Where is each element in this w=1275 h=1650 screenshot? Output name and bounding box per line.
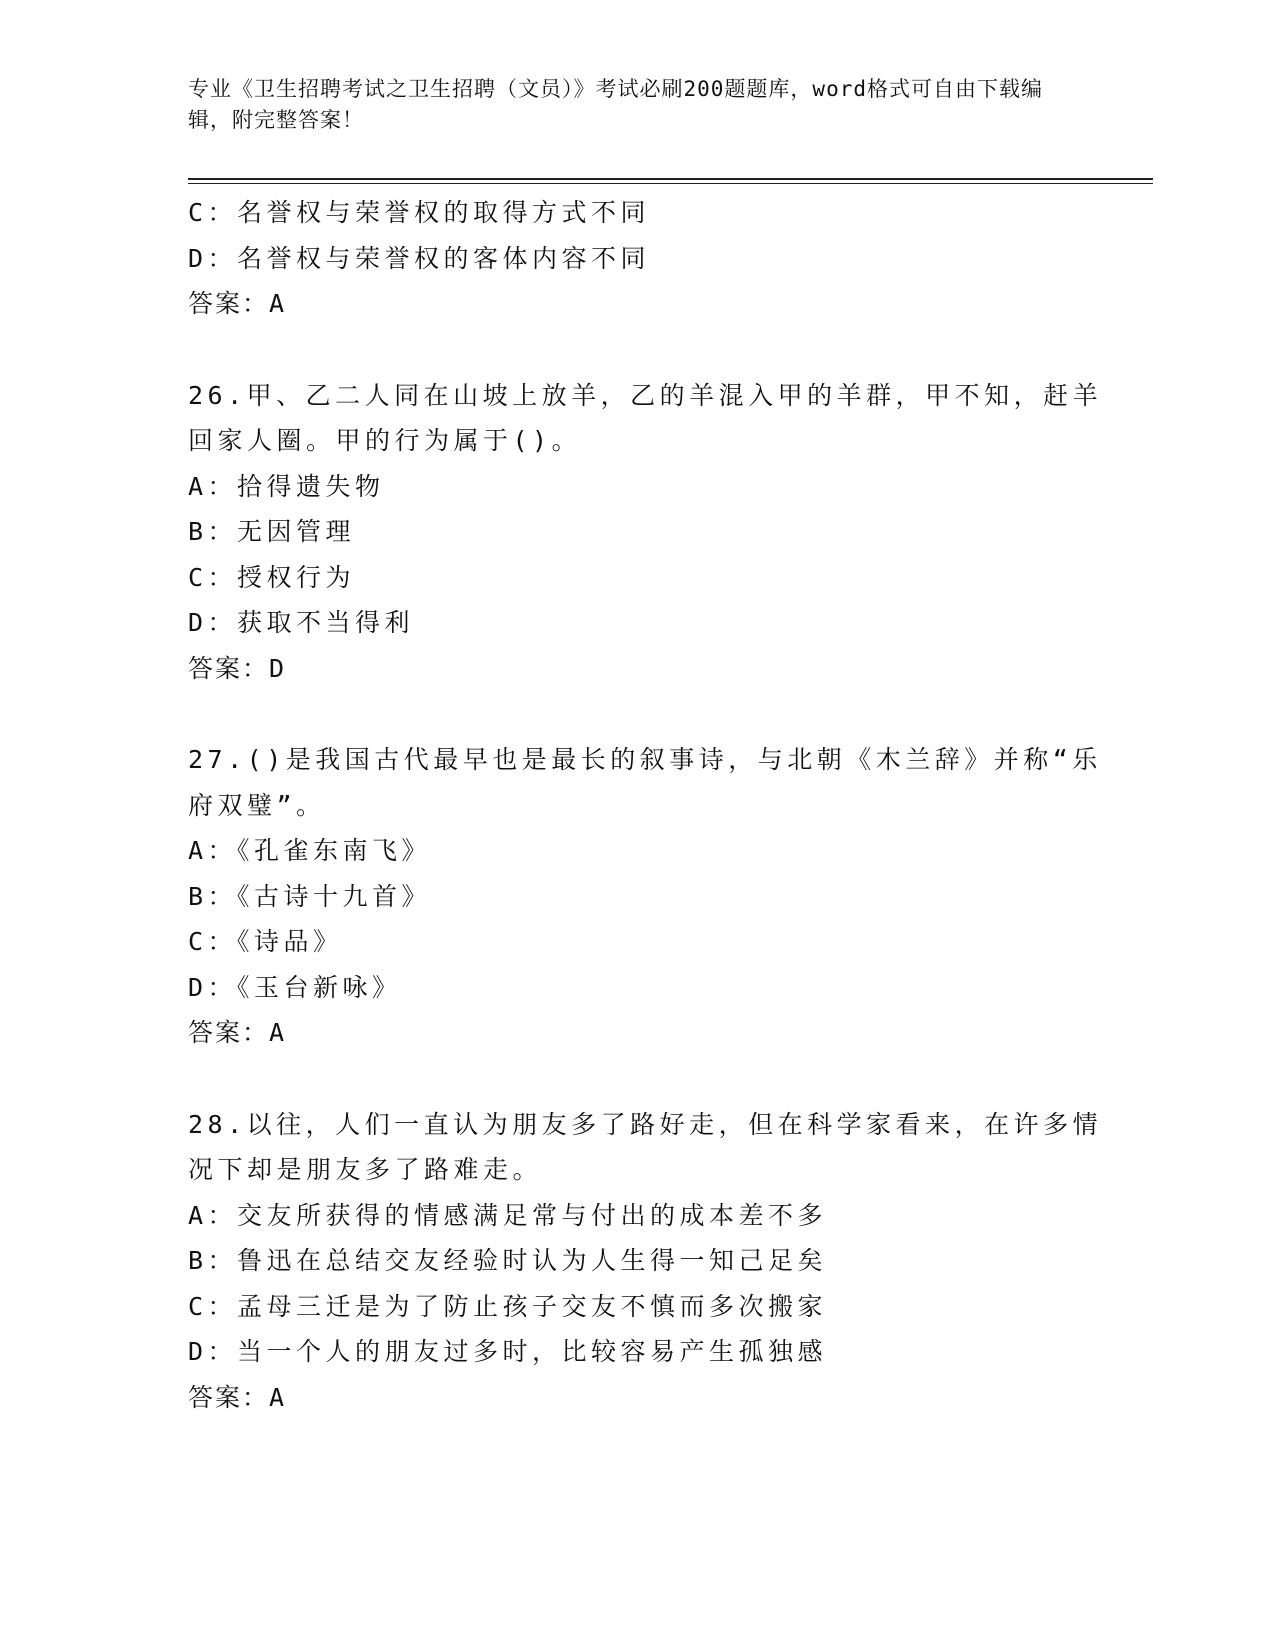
header-title: 专业《卫生招聘考试之卫生招聘（文员）》考试必刷200题题库，word格式可自由下载编辑，附完整答案！ [188, 77, 1043, 132]
spacer [188, 1056, 1068, 1102]
option-d: D：当一个人的朋友过多时，比较容易产生孤独感 [188, 1337, 828, 1366]
option-a: A：拾得遗失物 [188, 471, 385, 501]
question-list [188, 190, 1103, 1420]
spacer [188, 691, 1068, 737]
question-28 [188, 1102, 1103, 1421]
option-a: A：《孔雀东南飞》 [188, 836, 432, 865]
option-d: D：《玉台新咏》 [188, 972, 402, 1002]
answer-line: 答案：D [188, 653, 287, 683]
answer-line: 答案：A [188, 1018, 287, 1047]
header-rule-thin [188, 183, 1153, 184]
spacer [188, 327, 1068, 373]
option-d: D：获取不当得利 [188, 608, 415, 637]
page-header [188, 74, 1068, 136]
question-stem-line: 27.()是我国古代最早也是最长的叙事诗，与北朝《木兰辞》并称“乐 [188, 745, 1102, 774]
question-26 [188, 373, 1103, 692]
option-b: B：《古诗十九首》 [188, 881, 432, 911]
option-b: B：无因管理 [188, 517, 356, 546]
header-rule-thick [188, 178, 1153, 180]
option-d: D：名誉权与荣誉权的客体内容不同 [188, 243, 651, 273]
question-stem-line: 府双璧”。 [188, 790, 326, 820]
question-stem-line: 回家人圈。甲的行为属于()。 [188, 426, 582, 455]
question-25-carryover [188, 190, 1068, 327]
option-b: B：鲁迅在总结交友经验时认为人生得一知己足矣 [188, 1246, 828, 1275]
option-c: C：孟母三迁是为了防止孩子交友不慎而多次搬家 [188, 1291, 828, 1321]
question-stem-line: 28.以往，人们一直认为朋友多了路好走，但在科学家看来，在许多情 [188, 1109, 1103, 1139]
answer-line: 答案：A [188, 289, 287, 318]
answer-line: 答案：A [188, 1382, 287, 1412]
question-27 [188, 737, 1102, 1056]
question-stem-line: 况下却是朋友多了路难走。 [188, 1155, 543, 1184]
option-a: A：交友所获得的情感满足常与付出的成本差不多 [188, 1200, 828, 1230]
question-stem-line: 26.甲、乙二人同在山坡上放羊，乙的羊混入甲的羊群，甲不知，赶羊 [188, 380, 1103, 410]
option-c: C：《诗品》 [188, 927, 343, 956]
option-c: C：授权行为 [188, 562, 356, 592]
option-c: C：名誉权与荣誉权的取得方式不同 [188, 198, 651, 227]
